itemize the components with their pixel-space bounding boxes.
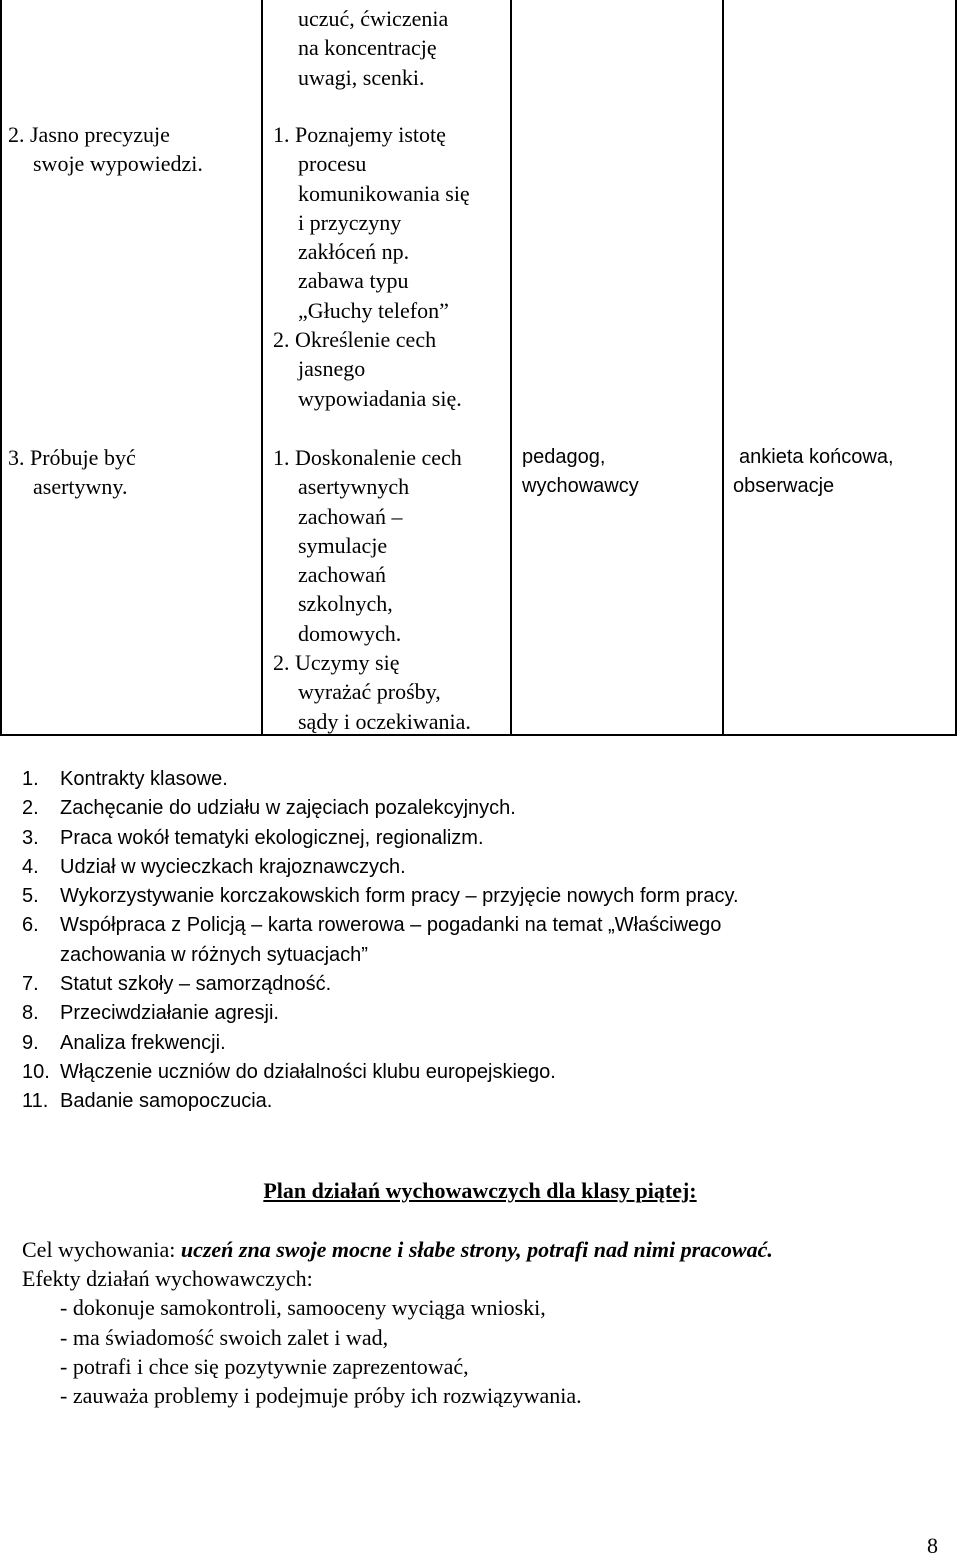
goal-text: uczeń zna swoje mocne i słabe strony, potrafi nad nimi pracować. — [180, 1237, 773, 1262]
numbered-list — [22, 765, 739, 1117]
list-item: 9. Analiza frekwencji. — [22, 1031, 226, 1054]
table-border-col1 — [261, 0, 263, 736]
list-item: 7. Statut szkoły – samorządność. — [22, 973, 332, 996]
table-cell-r2-c2: 1. Poznajemy istotę procesu komunikowania się i przyczyny zakłóceń np. zabawa typu „Głuchy telefon” 2. Określenie cech jasnego wypowiadania się. — [273, 122, 470, 411]
table-cell-r1-c2: uczuć, ćwiczenia na koncentrację uwagi, scenki. — [298, 6, 449, 90]
list-item: 3. Praca wokół tematyki ekologicznej, regionalizm. — [22, 826, 484, 849]
table-border-right — [955, 0, 957, 736]
table-cell-r3-c1: 3. Próbuje być asertywny. — [8, 445, 136, 500]
list-item: 11. Badanie samopoczucia. — [22, 1090, 273, 1113]
table-cell-r3-c2: 1. Doskonalenie cech asertywnych zachowań – symulacje zachowań szkolnych, domowych. 2. Uczymy się wyrażać prośby, sądy i oczekiwania. — [273, 445, 471, 734]
list-item: 8. Przeciwdziałanie agresji. — [22, 1002, 279, 1025]
list-item: 5. Wykorzystywanie korczakowskich form pracy – przyjęcie nowych form pracy. — [22, 885, 739, 908]
effects-label: Efekty działań wychowawczych: — [22, 1266, 313, 1291]
page-number: 8 — [927, 1533, 938, 1558]
table-border-left — [0, 0, 2, 736]
table-border-col3 — [722, 0, 724, 736]
plan-title: Plan działań wychowawczych dla klasy piątej: — [263, 1178, 697, 1203]
table-cell-r2-c1: 2. Jasno precyzuje swoje wypowiedzi. — [8, 122, 203, 177]
effects-item: - zauważa problemy i podejmuje próby ich rozwiązywania. — [60, 1383, 582, 1409]
table-cell-r3-c4: ankieta końcowa, obserwacje — [733, 446, 894, 498]
effects-item: - potrafi i chce się pozytywnie zaprezentować, — [60, 1353, 469, 1379]
list-item: 4. Udział w wycieczkach krajoznawczych. — [22, 855, 406, 878]
list-item: 2. Zachęcanie do udziału w zajęciach pozalekcyjnych. — [22, 797, 516, 820]
list-item: 1. Kontrakty klasowe. — [22, 768, 228, 790]
table-border-bottom — [0, 734, 957, 736]
goal-line — [22, 1235, 773, 1264]
effects-item: - dokonuje samokontroli, samooceny wyciąga wnioski, — [60, 1295, 546, 1321]
table-cell-r3-c3: pedagog, wychowawcy — [522, 446, 639, 498]
effects-block — [22, 1264, 582, 1410]
list-item: 6. Współpraca z Policją – karta rowerowa – pogadanki na temat „Właściwego zachowania w różnych sytuacjach” — [22, 914, 722, 966]
effects-item: - ma świadomość swoich zalet i wad, — [60, 1324, 389, 1350]
table-border-col2 — [510, 0, 512, 736]
goal-label: Cel wychowania: — [22, 1237, 181, 1262]
list-item: 10. Włączenie uczniów do działalności klubu europejskiego. — [22, 1060, 556, 1083]
